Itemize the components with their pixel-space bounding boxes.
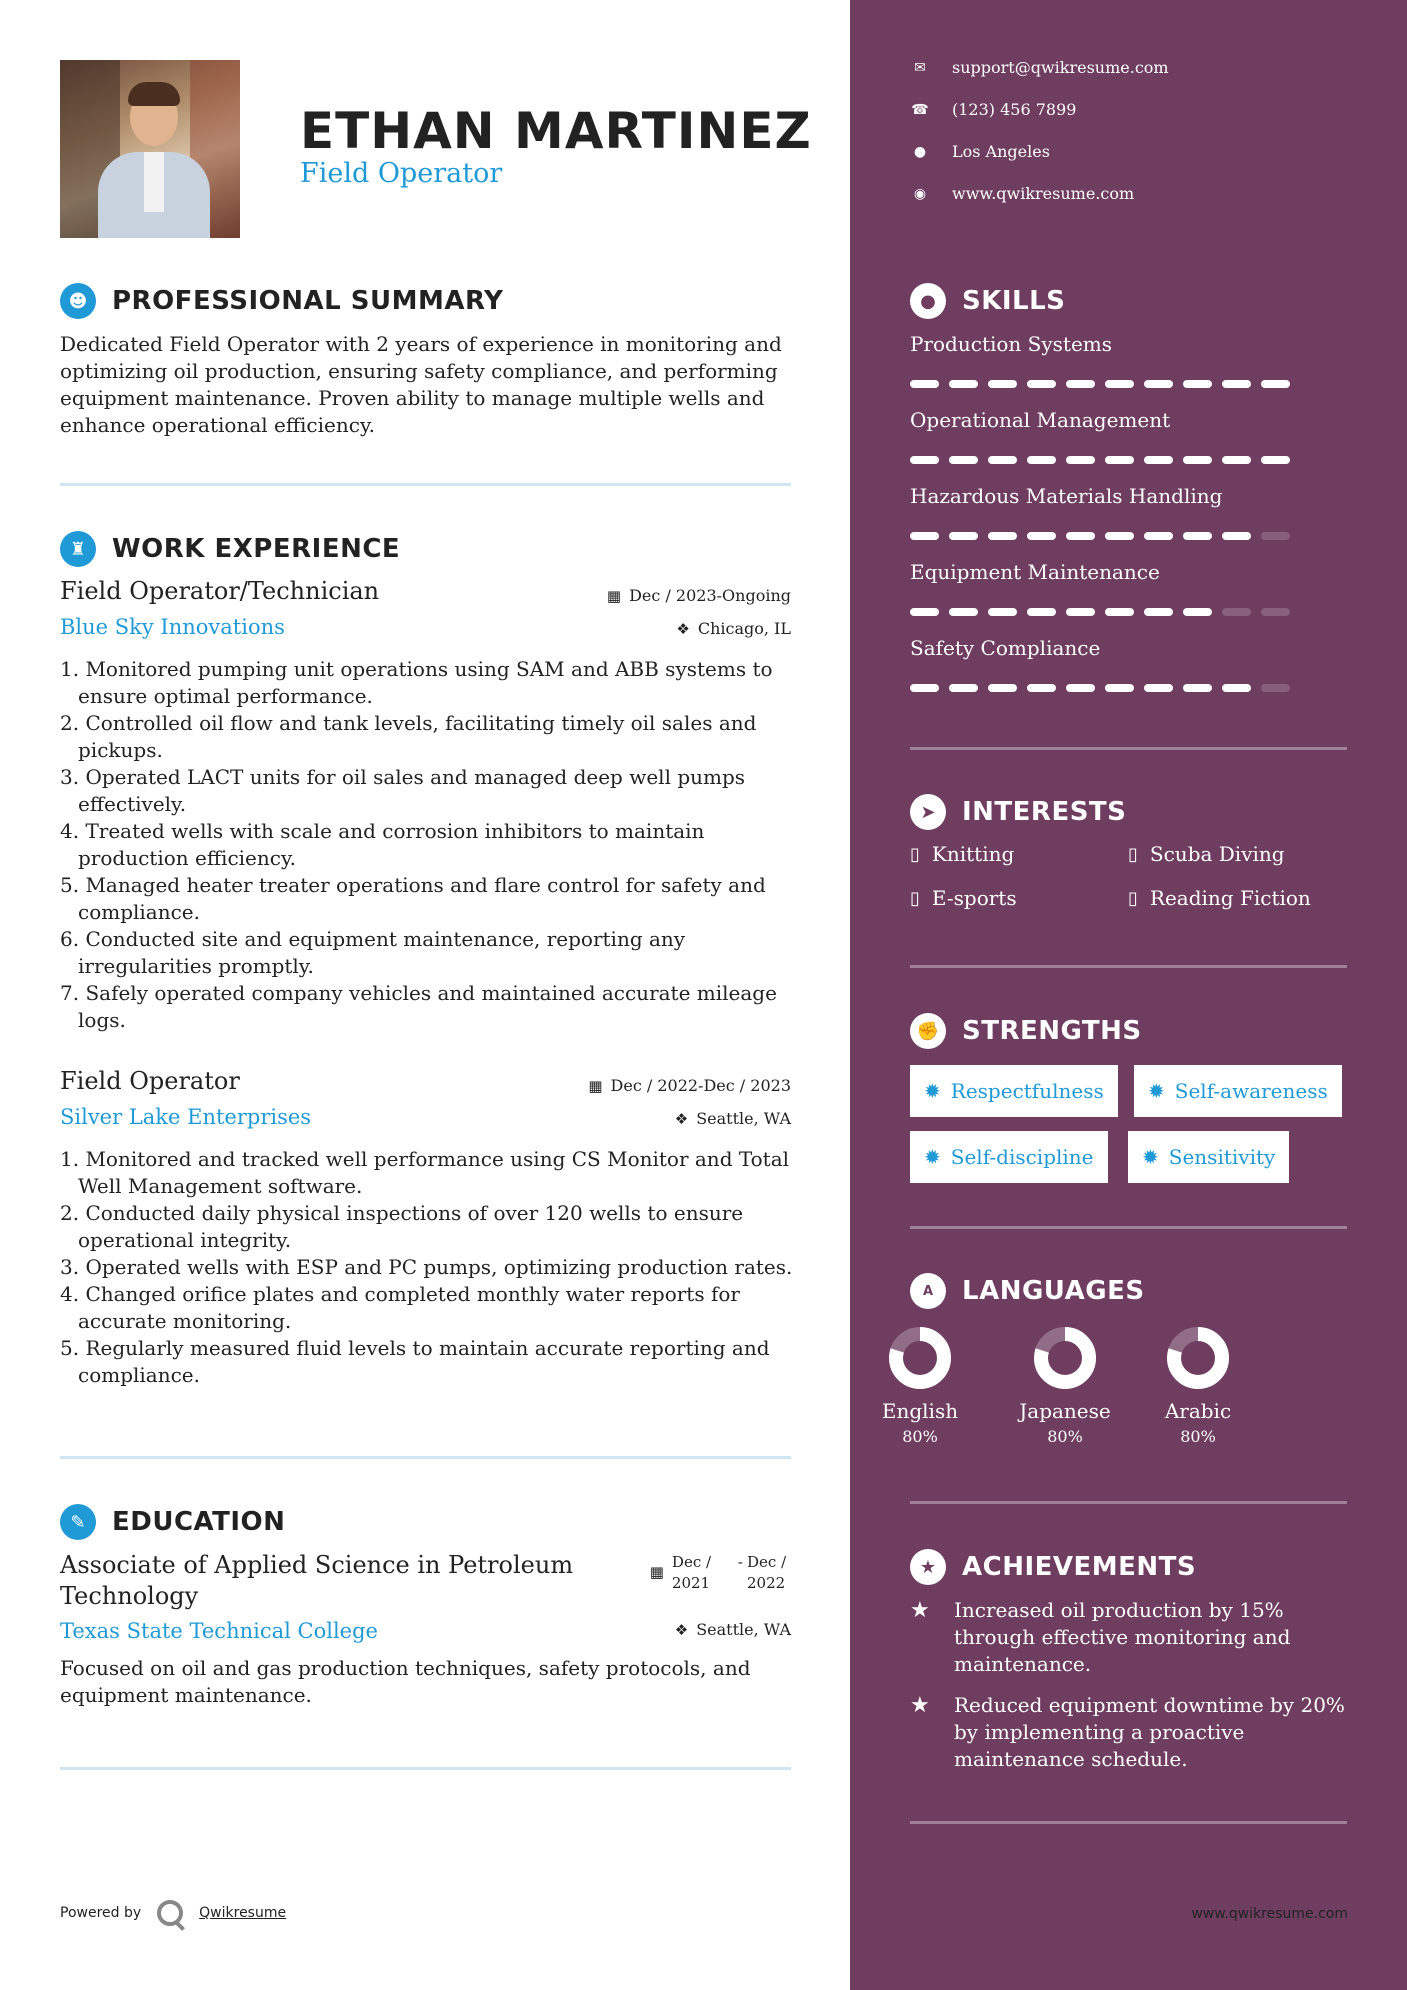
- summary-section-header: [60, 281, 503, 321]
- divider: [60, 483, 791, 486]
- skill-level-segment: [988, 380, 1017, 388]
- divider: [910, 1821, 1347, 1824]
- language-name: Japanese: [1019, 1399, 1111, 1423]
- skill-level-segment: [949, 532, 978, 540]
- skill-level-segment: [910, 684, 939, 692]
- star-icon: ★: [910, 1598, 930, 1623]
- skill-level-segment: [988, 532, 1017, 540]
- paper-plane-icon: ➤: [910, 794, 946, 830]
- badge-icon: ✹: [1148, 1079, 1165, 1103]
- summary-heading: PROFESSIONAL SUMMARY: [112, 286, 504, 316]
- skill-level-segment: [1105, 608, 1134, 616]
- skill-level-segment: [1066, 684, 1095, 692]
- skill-level-segment: [910, 608, 939, 616]
- job-date: ▦ Dec / 2023-Ongoing: [606, 586, 791, 605]
- globe-icon: ◉: [913, 185, 927, 202]
- book-icon: ▯: [1128, 843, 1138, 865]
- language-name: Arabic: [1164, 1399, 1232, 1423]
- job-bullets: [60, 656, 800, 1034]
- list-item: 5. Regularly measured fluid levels to maintain accurate reporting and compliance.: [60, 1336, 770, 1387]
- book-icon: ▯: [910, 843, 920, 865]
- strengths-section-header: [910, 1011, 1142, 1051]
- skills-section-header: [910, 281, 1065, 321]
- skill-level-segment: [1027, 380, 1056, 388]
- language-name: English: [881, 1399, 959, 1423]
- skill-level-segment: [1105, 456, 1134, 464]
- skill-level-segment: [1261, 684, 1290, 692]
- skill-level-segment: [949, 608, 978, 616]
- divider: [910, 965, 1347, 968]
- skill-level-segment: [1144, 380, 1173, 388]
- skill-level-bar: [910, 380, 1290, 388]
- skill-level-segment: [910, 456, 939, 464]
- skill-level-bar: [910, 456, 1290, 464]
- skill-level-segment: [1261, 532, 1290, 540]
- contact-email: ✉ support@qwikresume.com: [910, 58, 1169, 77]
- education-date: ▦ Dec / 2021 - Dec / 2022: [649, 1553, 787, 1592]
- profile-photo: [60, 60, 240, 238]
- achievements-section-header: [910, 1547, 1196, 1587]
- calendar-icon: ▦: [649, 1563, 664, 1581]
- achievements-heading: ACHIEVEMENTS: [962, 1552, 1197, 1582]
- language-ring: [1165, 1325, 1231, 1391]
- skill-level-segment: [1105, 380, 1134, 388]
- badge-icon: ✹: [924, 1079, 941, 1103]
- list-item: 1. Monitored and tracked well performance using CS Monitor and Total Well Management software.: [60, 1147, 790, 1198]
- strength-badge: ✹ Respectfulness: [910, 1065, 1118, 1117]
- skill-level-segment: [988, 684, 1017, 692]
- skill-level-bar: [910, 684, 1290, 692]
- education-location: ❖ Seattle, WA: [674, 1620, 791, 1639]
- footer-website[interactable]: www.qwikresume.com: [1191, 1906, 1348, 1922]
- divider: [910, 1226, 1347, 1229]
- interests-heading: INTERESTS: [962, 797, 1127, 827]
- graduation-icon: ✎: [60, 1504, 96, 1540]
- strength-badge: ✹ Sensitivity: [1128, 1131, 1289, 1183]
- phone-icon: ☎: [911, 101, 929, 118]
- list-item: 2. Controlled oil flow and tank levels, facilitating timely oil sales and pickups.: [60, 711, 757, 762]
- divider: [910, 747, 1347, 750]
- list-item: 5. Managed heater treater operations and flare control for safety and compliance.: [60, 873, 766, 924]
- badge-icon: ✹: [1142, 1145, 1159, 1169]
- skill-level-segment: [1066, 456, 1095, 464]
- language-item: [1138, 1325, 1258, 1446]
- skill-level-segment: [1222, 608, 1251, 616]
- list-item: 7. Safely operated company vehicles and maintained accurate mileage logs.: [60, 981, 777, 1032]
- skill-level-segment: [910, 532, 939, 540]
- strengths-heading: STRENGTHS: [962, 1016, 1142, 1046]
- school-name: Texas State Technical College: [60, 1619, 378, 1643]
- skill-level-bar: [910, 608, 1290, 616]
- skill-level-segment: [949, 684, 978, 692]
- interest-item: ▯ Reading Fiction: [1128, 886, 1311, 910]
- education-section-header: [60, 1502, 285, 1542]
- skill-level-bar: [910, 532, 1290, 540]
- job-bullets: [60, 1146, 800, 1389]
- interest-item: ▯ Knitting: [910, 842, 1015, 866]
- skill-level-segment: [1183, 608, 1212, 616]
- interest-item: ▯ Scuba Diving: [1128, 842, 1285, 866]
- job-title: Field Operator/Technician: [60, 577, 380, 605]
- job-company: Blue Sky Innovations: [60, 615, 285, 639]
- skill-level-segment: [1183, 684, 1212, 692]
- list-item: 3. Operated wells with ESP and PC pumps, optimizing production rates.: [60, 1255, 793, 1279]
- list-item: 6. Conducted site and equipment maintenance, reporting any irregularities promptly.: [60, 927, 686, 978]
- qwikresume-logo-icon: [157, 1900, 183, 1926]
- skill-name: Hazardous Materials Handling: [910, 484, 1223, 508]
- skill-level-segment: [1183, 456, 1212, 464]
- list-item: 4. Treated wells with scale and corrosion inhibitors to maintain production efficiency.: [60, 819, 705, 870]
- envelope-icon: ✉: [914, 59, 926, 76]
- skill-level-segment: [1261, 608, 1290, 616]
- divider: [60, 1456, 791, 1459]
- skill-level-segment: [1144, 684, 1173, 692]
- skill-level-segment: [1261, 380, 1290, 388]
- degree-title: Associate of Applied Science in Petroleum Technology: [60, 1551, 574, 1610]
- languages-heading: LANGUAGES: [962, 1276, 1145, 1306]
- calendar-icon: ▦: [588, 1077, 603, 1095]
- job-title: Field Operator: [60, 1067, 240, 1095]
- skill-level-segment: [1144, 532, 1173, 540]
- language-item: [860, 1325, 980, 1446]
- pin-icon: ❖: [674, 1110, 689, 1128]
- language-percent: 80%: [1047, 1427, 1083, 1446]
- skill-level-segment: [1222, 456, 1251, 464]
- divider: [60, 1767, 791, 1770]
- experience-heading: WORK EXPERIENCE: [112, 534, 401, 564]
- skill-level-segment: [1027, 684, 1056, 692]
- job-location: ❖ Seattle, WA: [674, 1109, 791, 1128]
- strength-badge: ✹ Self-discipline: [910, 1131, 1108, 1183]
- skill-level-segment: [1261, 456, 1290, 464]
- achievement-item: ★ Reduced equipment downtime by 20% by implementing a proactive maintenance schedule.: [910, 1693, 1345, 1771]
- languages-section-header: [910, 1271, 1145, 1311]
- skill-name: Equipment Maintenance: [910, 560, 1160, 584]
- interest-item: ▯ E-sports: [910, 886, 1017, 910]
- skills-heading: SKILLS: [962, 286, 1066, 316]
- list-item: 4. Changed orifice plates and completed monthly water reports for accurate monitoring.: [60, 1282, 740, 1333]
- skill-level-segment: [1222, 532, 1251, 540]
- skill-level-segment: [988, 608, 1017, 616]
- badge-icon: ✹: [924, 1145, 941, 1169]
- briefcase-icon: ♜: [60, 531, 96, 567]
- job-date: ▦ Dec / 2022-Dec / 2023: [588, 1076, 791, 1095]
- skill-level-segment: [1222, 380, 1251, 388]
- list-item: 3. Operated LACT units for oil sales and managed deep well pumps effectively.: [60, 765, 746, 816]
- skill-level-segment: [1144, 456, 1173, 464]
- pin-icon: ❖: [674, 1621, 689, 1639]
- skill-name: Production Systems: [910, 332, 1113, 356]
- language-percent: 80%: [1180, 1427, 1216, 1446]
- map-pin-icon: ●: [913, 143, 927, 160]
- calendar-icon: ▦: [606, 587, 622, 605]
- skill-level-segment: [949, 456, 978, 464]
- education-description: Focused on oil and gas production techniques, safety protocols, and equipment maintenance.: [60, 1656, 751, 1707]
- list-item: 2. Conducted daily physical inspections of over 120 wells to ensure operational integrity.: [60, 1201, 744, 1252]
- translate-icon: A: [910, 1273, 946, 1309]
- candidate-name: ETHAN MARTINEZ: [300, 102, 812, 160]
- star-icon: ★: [910, 1693, 930, 1718]
- skill-name: Safety Compliance: [910, 636, 1101, 660]
- skill-level-segment: [1183, 380, 1212, 388]
- language-percent: 80%: [902, 1427, 938, 1446]
- job-location: ❖ Chicago, IL: [676, 619, 791, 638]
- star-icon: ★: [910, 1549, 946, 1585]
- sidebar: [850, 0, 1407, 1990]
- contact-website: ◉ www.qwikresume.com: [910, 184, 1134, 203]
- skill-level-segment: [1105, 532, 1134, 540]
- interests-section-header: [910, 792, 1126, 832]
- lightbulb-icon: ●: [910, 283, 946, 319]
- contact-phone: ☎ (123) 456 7899: [911, 100, 1077, 119]
- contact-location: ● Los Angeles: [910, 142, 1050, 161]
- skill-level-segment: [988, 456, 1017, 464]
- powered-by: Powered by Qwikresume: [60, 1900, 286, 1926]
- summary-text: Dedicated Field Operator with 2 years of experience in monitoring and optimizing oil production, ensuring safety compliance, and performing equipment maintenance. Proven ability to manage multiple wells and enhance operational efficiency.: [60, 332, 782, 437]
- skill-level-segment: [1144, 608, 1173, 616]
- book-icon: ▯: [910, 887, 920, 909]
- experience-section-header: [60, 529, 400, 569]
- job-company: Silver Lake Enterprises: [60, 1105, 312, 1129]
- skill-level-segment: [949, 380, 978, 388]
- skill-level-segment: [1066, 380, 1095, 388]
- user-icon: ☻: [60, 283, 96, 319]
- list-item: 1. Monitored pumping unit operations using SAM and ABB systems to ensure optimal performance.: [60, 657, 773, 708]
- skill-level-segment: [1027, 456, 1056, 464]
- skill-level-segment: [1066, 608, 1095, 616]
- education-heading: EDUCATION: [112, 1507, 286, 1537]
- book-icon: ▯: [1128, 887, 1138, 909]
- skill-level-segment: [1222, 684, 1251, 692]
- skill-level-segment: [1183, 532, 1212, 540]
- pin-icon: ❖: [676, 620, 690, 638]
- divider: [910, 1501, 1347, 1504]
- language-ring: [887, 1325, 953, 1391]
- strength-badge: ✹ Self-awareness: [1134, 1065, 1342, 1117]
- skill-level-segment: [1027, 608, 1056, 616]
- achievement-item: ★ Increased oil production by 15% through effective monitoring and maintenance.: [910, 1598, 1291, 1676]
- skill-name: Operational Management: [910, 408, 1171, 432]
- candidate-title: Field Operator: [300, 158, 503, 189]
- fist-icon: ✊: [910, 1013, 946, 1049]
- skill-level-segment: [910, 380, 939, 388]
- skill-level-segment: [1066, 532, 1095, 540]
- skill-level-segment: [1105, 684, 1134, 692]
- skill-level-segment: [1027, 532, 1056, 540]
- language-ring: [1032, 1325, 1098, 1391]
- qwikresume-link[interactable]: Qwikresume: [199, 1905, 287, 1921]
- language-item: [1005, 1325, 1125, 1446]
